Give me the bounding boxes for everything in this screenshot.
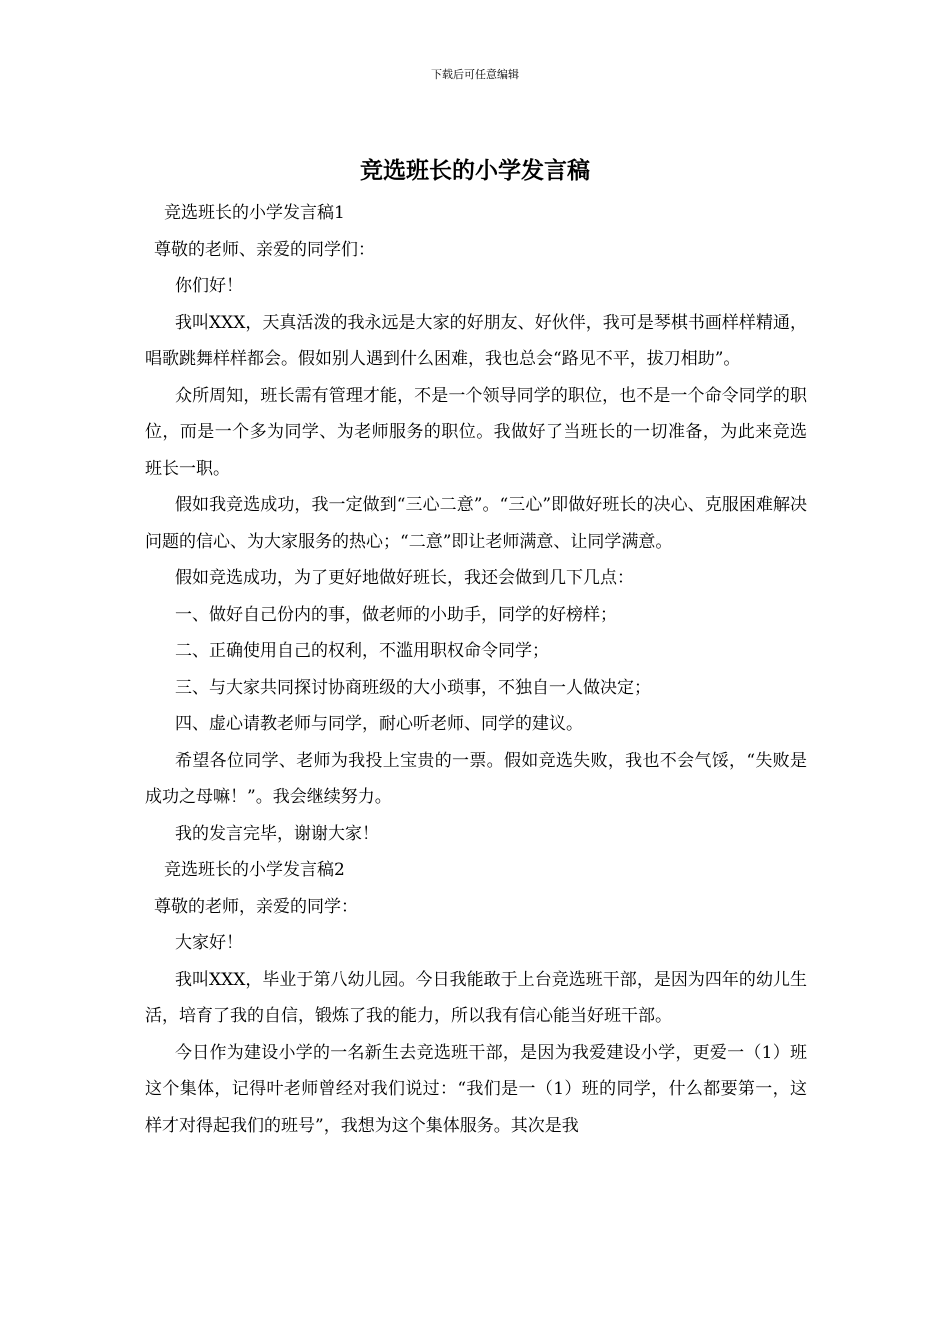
paragraph: 众所周知，班长需有管理才能，不是一个领导同学的职位，也不是一个命令同学的职位，而是一个多为同学、为老师服务的职位。我做好了当班长的一切准备，为此来竞选班长一职。 — [145, 385, 807, 479]
section-heading-2: 竞选班长的小学发言稿2 — [164, 860, 345, 880]
page-header: 下载后可任意编辑 — [431, 68, 519, 81]
paragraph: 我叫XXX，天真活泼的我永远是大家的好朋友、好伙伴，我可是琴棋书画样样精通，唱歌跳舞样样都会。假如别人遇到什么困难，我也总会“路见不平，拔刀相助”。 — [145, 312, 807, 369]
salutation: 尊敬的老师，亲爱的同学： — [154, 896, 358, 917]
paragraph: 假如我竞选成功，我一定做到“三心二意”。“三心”即做好班长的决心、克服困难解决问题的信心、为大家服务的热心；“二意”即让老师满意、让同学满意。 — [145, 495, 807, 552]
paragraph: 我叫XXX，毕业于第八幼儿园。今日我能敢于上台竞选班干部，是因为四年的幼儿生活，培育了我的自信，锻炼了我的能力，所以我有信心能当好班干部。 — [145, 969, 807, 1026]
paragraph: 今日作为建设小学的一名新生去竞选班干部，是因为我爱建设小学，更爱一（1）班这个集体，记得叶老师曾经对我们说过：“我们是一（1）班的同学，什么都要第一，这样才对得起我们的班号”，我想为这个集体服务。其次是我 — [145, 1042, 807, 1136]
document-title: 竞选班长的小学发言稿 — [360, 157, 590, 184]
list-item: 四、虚心请教老师与同学，耐心听老师、同学的建议。 — [175, 714, 583, 734]
list-item: 三、与大家共同探讨协商班级的大小琐事，不独自一人做决定； — [175, 677, 651, 698]
list-item: 二、正确使用自己的权利，不滥用职权命令同学； — [175, 641, 549, 661]
paragraph: 假如竞选成功，为了更好地做好班长，我还会做到几下几点： — [175, 568, 634, 588]
paragraph: 希望各位同学、老师为我投上宝贵的一票。假如竞选失败，我也不会气馁，“失败是成功之母嘛！”。我会继续努力。 — [145, 750, 807, 807]
greeting: 大家好！ — [175, 933, 243, 953]
closing: 我的发言完毕，谢谢大家！ — [175, 823, 379, 844]
list-item: 一、做好自己份内的事，做老师的小助手，同学的好榜样； — [175, 604, 617, 625]
salutation: 尊敬的老师、亲爱的同学们： — [154, 239, 375, 260]
greeting: 你们好！ — [175, 276, 243, 296]
document-body — [145, 195, 807, 1144]
section-heading-1: 竞选班长的小学发言稿1 — [164, 203, 345, 223]
